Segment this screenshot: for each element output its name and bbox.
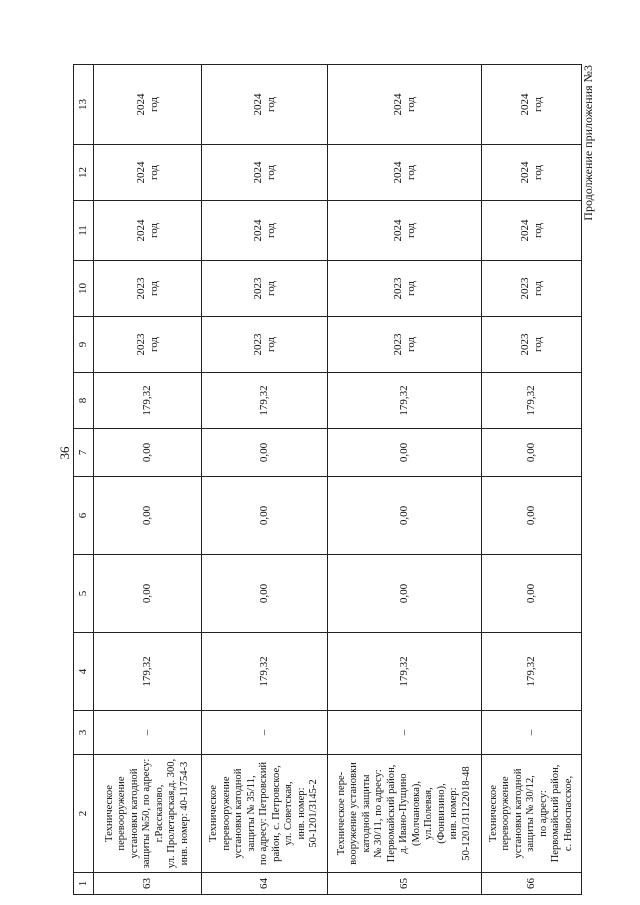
cell-line: (Молчановка), — [410, 781, 422, 846]
table-cell — [94, 755, 202, 873]
cell-line: 2024 — [391, 93, 404, 116]
cell-line: год — [404, 336, 417, 353]
cell-line: ул. Советская, — [283, 781, 295, 846]
table-cell: 179,32 — [202, 633, 328, 711]
table-cell: 179,32 — [482, 373, 582, 429]
column-header: 10 — [74, 261, 94, 317]
cell-line: по адресу: — [537, 790, 549, 837]
table-cell: – — [94, 711, 202, 755]
table-cell — [328, 201, 482, 261]
cell-line: год — [531, 280, 544, 297]
cell-line: год — [404, 222, 417, 239]
cell-line: Техническое — [208, 785, 220, 842]
cell-line: год — [147, 222, 160, 239]
cell-line: 50-1201/3145-2 — [308, 779, 320, 848]
appendix-caption: Продолжение приложения №3 — [581, 65, 595, 221]
cell-line: год — [264, 222, 277, 239]
table-cell — [328, 755, 482, 873]
cell-line: год — [147, 96, 160, 113]
rotated-table-area — [73, 65, 603, 895]
column-header: 12 — [74, 145, 94, 201]
cell-line: 2024 — [134, 219, 147, 242]
column-header: 5 — [74, 555, 94, 633]
column-header: 13 — [74, 65, 94, 145]
cell-line: 2024 — [251, 93, 264, 116]
cell-line: перевооружение — [220, 776, 232, 851]
table-cell — [202, 65, 328, 145]
cell-line: 2024 — [251, 161, 264, 184]
cell-line: 2023 — [134, 277, 147, 300]
cell-line: 2023 — [391, 277, 404, 300]
cell-line: инв. номер: — [448, 787, 460, 840]
cell-line: год — [531, 222, 544, 239]
column-header: 7 — [74, 429, 94, 477]
cell-line: защиты № 35/11, — [245, 775, 257, 852]
table-cell — [94, 317, 202, 373]
cell-line: 2024 — [134, 93, 147, 116]
table-cell — [328, 65, 482, 145]
cell-line: ул. Пролетарская,д. 300, — [166, 758, 178, 869]
cell-line: год — [531, 336, 544, 353]
table-cell — [328, 261, 482, 317]
cell-line: год — [147, 164, 160, 181]
cell-line: инв. номер: — [295, 787, 307, 840]
cell-line: с. Новоспасское, — [562, 775, 574, 852]
cell-line: год — [147, 336, 160, 353]
cell-line: ул.Полевая, — [423, 787, 435, 840]
cell-line: 2024 — [518, 161, 531, 184]
cell-line: год — [404, 280, 417, 297]
table-cell — [94, 261, 202, 317]
cell-line: Техническое пере- — [335, 771, 347, 856]
column-header: 9 — [74, 317, 94, 373]
cell-line: 2024 — [134, 161, 147, 184]
table-cell — [482, 145, 582, 201]
table-cell — [94, 145, 202, 201]
header-row — [74, 65, 94, 895]
table-cell — [202, 261, 328, 317]
cell-line: 2023 — [518, 333, 531, 356]
cell-line: район, с. Петровское, — [270, 765, 282, 862]
column-header: 6 — [74, 477, 94, 555]
cell-line: Техническое — [487, 785, 499, 842]
cell-line: 2024 — [391, 161, 404, 184]
cell-line: 2024 — [251, 219, 264, 242]
table-cell: – — [482, 711, 582, 755]
cell-line: по адресу: Петровский — [258, 761, 270, 866]
cell-line: год — [531, 164, 544, 181]
cell-line: 2023 — [134, 333, 147, 356]
table-cell — [94, 201, 202, 261]
cell-line: год — [404, 96, 417, 113]
cell-line: год — [147, 280, 160, 297]
cell-line: 2023 — [518, 277, 531, 300]
table-cell — [94, 65, 202, 145]
cell-line: 2024 — [391, 219, 404, 242]
cell-line: катодной защиты — [360, 774, 372, 853]
table-cell — [202, 201, 328, 261]
column-header: 11 — [74, 201, 94, 261]
table-cell: 63 — [94, 873, 202, 895]
table-cell: 179,32 — [328, 373, 482, 429]
table-cell — [482, 317, 582, 373]
table-cell: 179,32 — [202, 373, 328, 429]
table-cell: 65 — [328, 873, 482, 895]
table-cell: 0,00 — [482, 429, 582, 477]
table-cell: 179,32 — [482, 633, 582, 711]
table-cell: 0,00 — [94, 477, 202, 555]
table-cell — [202, 755, 328, 873]
cell-line: 2024 — [518, 219, 531, 242]
column-header: 3 — [74, 711, 94, 755]
cell-line: Первомайский район, — [550, 764, 562, 863]
cell-line: г.Рассказово, — [153, 784, 165, 843]
cell-line: инв. номер: 40-11754-3 — [178, 761, 190, 866]
table-cell: 0,00 — [94, 555, 202, 633]
table-cell — [482, 261, 582, 317]
cell-line: 50-1201/31122018-48 — [460, 766, 472, 861]
cell-line: д. Ивано-Пущино — [398, 773, 410, 854]
table-cell: 0,00 — [202, 555, 328, 633]
cell-line: вооружение установки — [348, 762, 360, 865]
cell-line: Первомайский район, — [385, 764, 397, 863]
table-cell — [202, 317, 328, 373]
table-row — [328, 65, 482, 895]
table-cell: 0,00 — [202, 429, 328, 477]
cell-line: № 30/11, по адресу: — [373, 769, 385, 858]
table-row — [482, 65, 582, 895]
table-cell: 179,32 — [328, 633, 482, 711]
table-cell: 0,00 — [482, 477, 582, 555]
table-cell: 0,00 — [94, 429, 202, 477]
cell-line: 2024 — [518, 93, 531, 116]
column-header: 8 — [74, 373, 94, 429]
table-cell: – — [202, 711, 328, 755]
appendix-table — [73, 64, 582, 895]
cell-line: 2023 — [391, 333, 404, 356]
table-cell: 66 — [482, 873, 582, 895]
cell-line: год — [264, 336, 277, 353]
cell-line: год — [264, 164, 277, 181]
column-header: 1 — [74, 873, 94, 895]
table-cell: 0,00 — [482, 555, 582, 633]
cell-line: перевооружение — [116, 776, 128, 851]
table-cell: 179,32 — [94, 633, 202, 711]
table-cell: – — [328, 711, 482, 755]
cell-line: Техническое — [103, 785, 115, 842]
table-cell: 64 — [202, 873, 328, 895]
page-number: 36 — [57, 446, 72, 460]
cell-line: год — [264, 96, 277, 113]
cell-line: год — [404, 164, 417, 181]
cell-line: установки катодной — [233, 768, 245, 859]
table-row — [94, 65, 202, 895]
table-cell — [328, 317, 482, 373]
table-cell: 0,00 — [202, 477, 328, 555]
table-body — [74, 65, 582, 895]
table-cell: 0,00 — [328, 555, 482, 633]
table-cell: 179,32 — [94, 373, 202, 429]
table-cell: 0,00 — [328, 429, 482, 477]
cell-line: год — [531, 96, 544, 113]
cell-line: (Фонвизино), — [435, 783, 447, 844]
table-cell: 0,00 — [328, 477, 482, 555]
table-cell — [482, 755, 582, 873]
cell-line: 2023 — [251, 277, 264, 300]
cell-line: защиты №50, по адресу: — [141, 758, 153, 869]
cell-line: год — [264, 280, 277, 297]
table-row — [202, 65, 328, 895]
table-cell — [328, 145, 482, 201]
cell-line: установки катодной — [512, 768, 524, 859]
table-cell — [482, 65, 582, 145]
column-header: 4 — [74, 633, 94, 711]
column-header: 2 — [74, 755, 94, 873]
table-cell — [202, 145, 328, 201]
cell-line: установки катодной — [128, 768, 140, 859]
cell-line: 2023 — [251, 333, 264, 356]
cell-line: защиты № 30/12, — [525, 775, 537, 852]
cell-line: перевооружение — [500, 776, 512, 851]
table-cell — [482, 201, 582, 261]
